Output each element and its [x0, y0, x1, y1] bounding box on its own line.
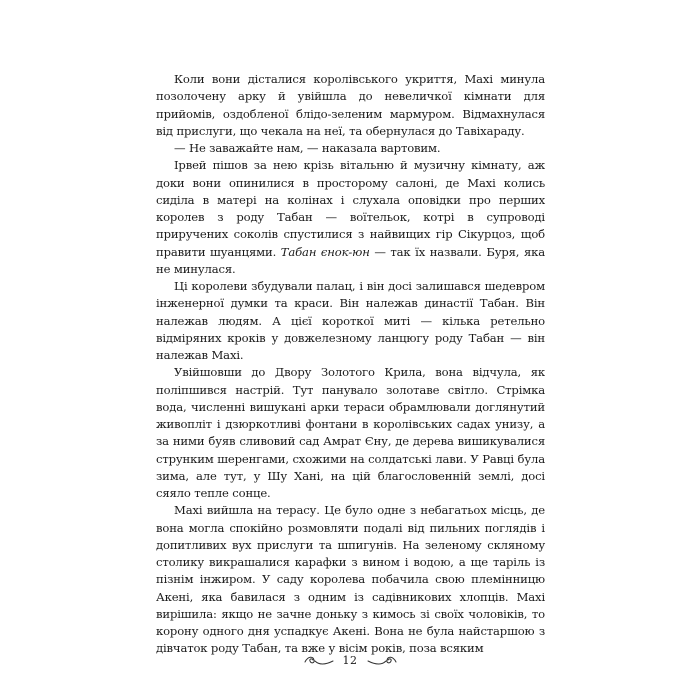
paragraph-6: Махі вийшла на терасу. Це було одне з небагатьох місць, де вона могла спокійно розмовляти подалі від пильних поглядів і допитливих вух прислуги та шпигунів. На зеленому скляному столику викрашалися карафки з вином і водою, а ще таріль із пізнім інжиром. У саду королева побачила свою племінницю Акені, яка бавилася з одним із садівникових хлопців. Махі вирішила: якщо не зачне доньку з кимось зі своїх чоловіків, то корону одного дня успадкує Акені. Вона не була найстаршою з дівчаток роду Табан, та вже у вісім років, поза всяким: [156, 503, 545, 656]
paragraph-1: Коли вони дісталися королівського укриття, Махі минула позолочену арку й увійшла до невеличкої кімнати для прийомів, оздобленої блідо-зеленим мармуром. Відмахнулася від прислуги, що чекала на неї, та обернулася до Тавіхараду.: [156, 72, 545, 138]
paragraph-3-tail: — так їх назвали. Буря, яка не минулася.: [156, 244, 545, 276]
paragraph-4: Ці королеви збудували палац, і він досі залишався шедевром інженерної думки та краси. Він належав династії Табан. Він належав людям. А цієї короткої миті — кілька ретельно відміряних кроків у довжелезному ланцюгу роду Табан — він належав Махі.: [156, 279, 545, 362]
paragraph-3: [156, 157, 545, 278]
left-flourish-icon: [303, 653, 335, 667]
italic-phrase: Табан єнок-юн: [280, 244, 370, 259]
page-footer: [0, 650, 700, 670]
body-text: [156, 71, 545, 658]
right-flourish-icon: [366, 653, 398, 667]
paragraph-2: — Не заважайте нам, — наказала вартовим.: [174, 141, 441, 155]
paragraph-5: Увійшовши до Двору Золотого Крила, вона відчула, як поліпшився настрій. Тут панувало золотаве світло. Стрімка вода, численні вишукані арки тераси обрамлювали доглянутий живопліт і дзюркотливі фонтани в королівських садах унизу, а за ними буяв сливовий сад Амрат Єну, де дерева вишикувалися струнким шеренгами, схожими на солдатські лави. У Равці була зима, але тут, у Шу Хані, на цій благословенній землі, досі сяяло тепле сонце.: [156, 365, 545, 500]
page-number: 12: [342, 653, 358, 667]
paragraph-3-text: Ірвей пішов за нею крізь вітальню й музичну кімнату, аж доки вони опинилися в просторому салоні, де Махі колись сиділа в матері на колінах і слухала оповідки про перших королев з роду Табан — воїтельок, котрі в супроводі приручених соколів спустилися з найвищих гір Сікурцоз, щоб правити шуанцями.: [156, 158, 545, 259]
